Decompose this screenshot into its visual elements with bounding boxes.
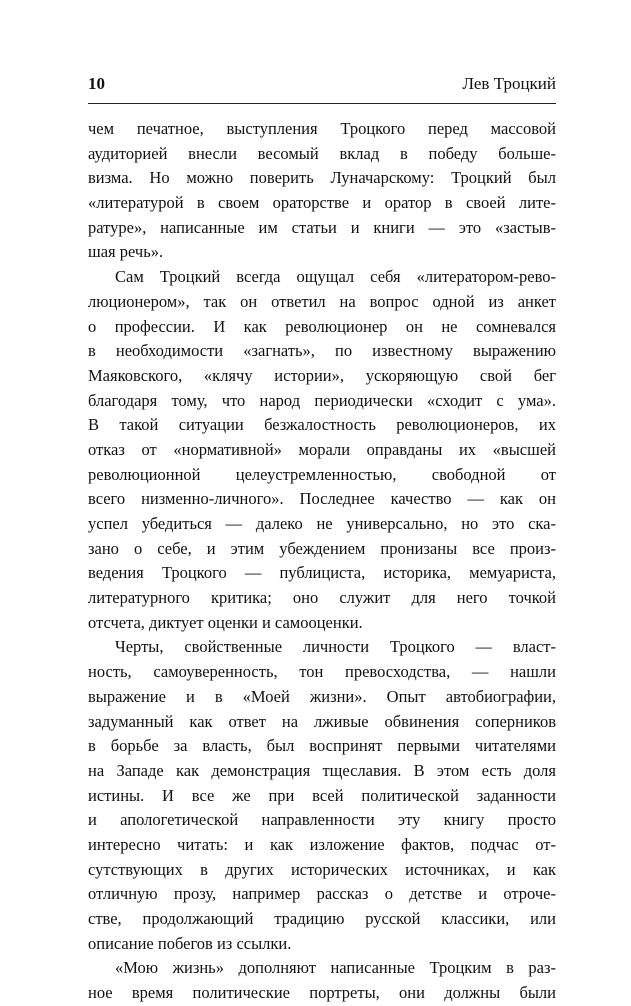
text-line: революционной целеустремленностью, свободной от — [88, 464, 556, 484]
text-line: в необходимости «загнать», по известному выражению — [88, 341, 556, 361]
text-line: литературного критика; оно служит для него точкой — [88, 588, 556, 608]
text-line: и апологетической направленности эту книгу просто — [88, 810, 556, 830]
text-line: люционером», так он ответил на вопрос одной из анкет — [88, 291, 556, 311]
text-line: интересно читать: и как изложение фактов, подчас от- — [88, 834, 556, 854]
text-line: ность, самоуверенность, тон превосходства, — нашли — [88, 662, 556, 682]
text-line: чем печатное, выступления Троцкого перед массовой — [88, 119, 556, 138]
page-number: 10 — [88, 74, 105, 93]
text-line: аудиторией внесли весомый вклад в победу больше- — [88, 143, 556, 163]
text-line: «Мою жизнь» дополняют написанные Троцким в раз- — [115, 958, 556, 978]
text-line: ратуре», написанные им статьи и книги — это «застыв- — [88, 217, 556, 237]
text-line: благодаря тому, что народ периодически «сходит с ума». — [88, 390, 556, 410]
text-line: В такой ситуации безжалостность революционеров, их — [88, 415, 556, 435]
text-line: на Западе как демонстрация тщеславия. В этом есть доля — [88, 760, 556, 780]
text-line: отсчета, диктует оценки и самооценки. — [88, 612, 363, 632]
body-text — [88, 117, 556, 1006]
text-line: стве, продолжающий традицию русской классики, или — [88, 909, 556, 928]
text-line: в борьбе за власть, был воспринят первыми читателями — [88, 736, 556, 756]
text-line: отличную прозу, например рассказ о детстве и отроче- — [88, 884, 556, 904]
text-line: Маяковского, «клячу истории», ускоряющую свой бег — [88, 365, 556, 385]
text-line: о профессии. И как революционер он не сомневался — [88, 316, 556, 336]
running-header — [88, 72, 556, 100]
text-line: «литературой в своем ораторстве и оратор в своей лите- — [88, 193, 556, 213]
header-rule — [88, 103, 556, 104]
text-line: сутствующих в других исторических источниках, и как — [88, 859, 556, 879]
text-line: зано о себе, и этим убеждением пронизаны все произ- — [88, 538, 556, 558]
running-title: Лев Троцкий — [462, 74, 556, 93]
text-line: задуманный как ответ на лживые обвинения соперников — [88, 711, 556, 731]
text-line: шая речь». — [88, 242, 164, 262]
text-line: Сам Троцкий всегда ощущал себя «литератором-рево- — [115, 267, 556, 287]
text-line: ведения Троцкого — публициста, историка, мемуариста, — [88, 563, 556, 583]
text-line: всего низменно-личного». Последнее качество — как он — [88, 489, 556, 509]
text-line: визма. Но можно поверить Луначарскому: Троцкий был — [88, 168, 556, 188]
text-line: истины. И все же при всей политической заданности — [88, 785, 556, 805]
text-line: Черты, свойственные личности Троцкого — власт- — [115, 637, 556, 657]
text-line: ное время политические портреты, они должны были — [88, 983, 556, 1003]
text-line: выражение и в «Моей жизни». Опыт автобиографии, — [88, 686, 556, 706]
text-line: отказ от «нормативной» морали оправданы их «высшей — [88, 439, 556, 459]
text-line: описание побегов из ссылки. — [88, 933, 292, 953]
text-line: успел убедиться — далеко не универсально, но это ска- — [88, 514, 556, 533]
